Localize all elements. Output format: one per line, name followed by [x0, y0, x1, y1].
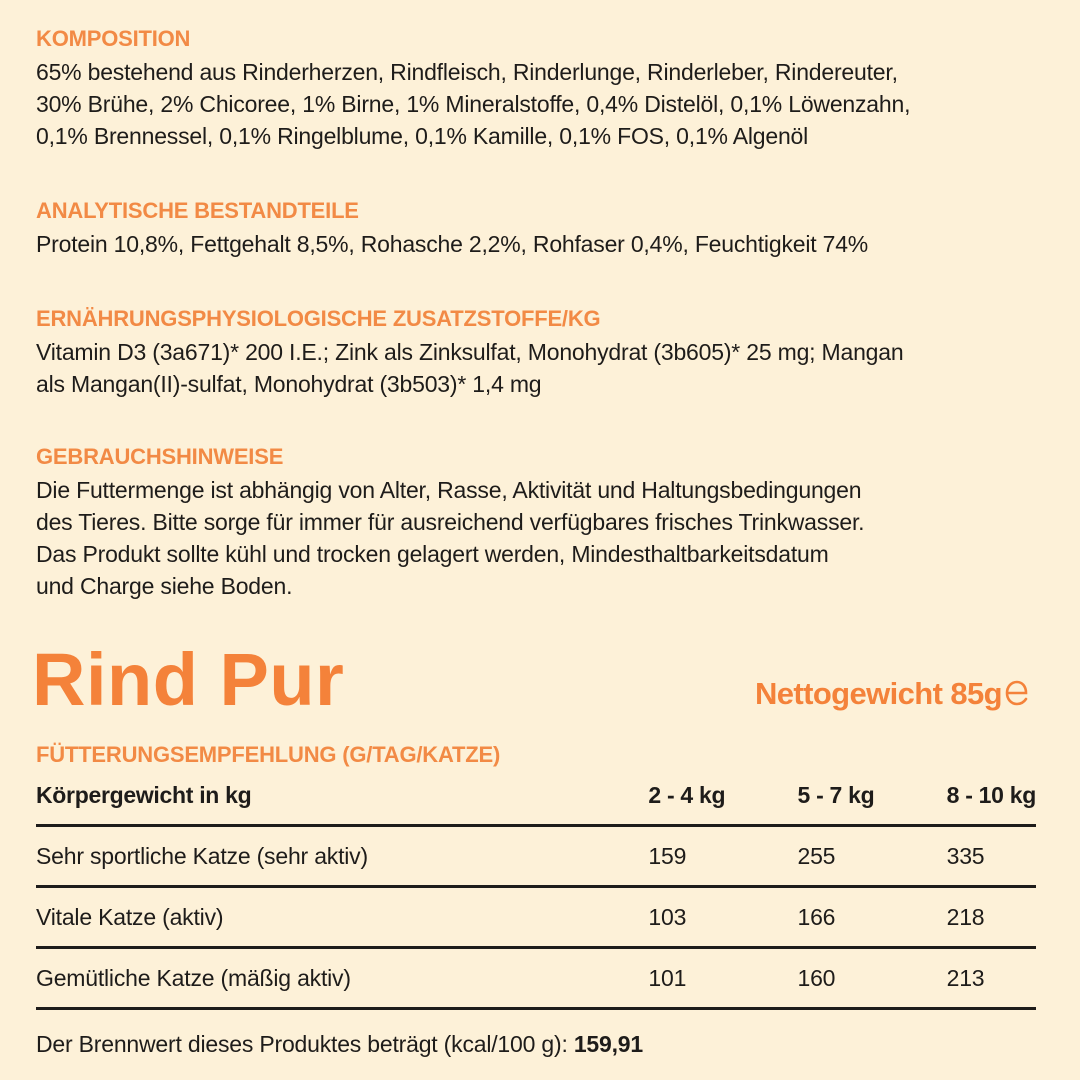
analytical-line: Protein 10,8%, Fettgehalt 8,5%, Rohasche 2,2%, Rohfaser 0,4%, Feuchtigkeit 74% — [36, 231, 869, 257]
usage-line: und Charge siehe Boden. — [36, 573, 293, 599]
header-cell-8-10kg: 8 - 10 kg — [947, 780, 1036, 826]
usage-line: Die Futtermenge ist abhängig von Alter, Rasse, Aktivität und Haltungsbedingungen — [36, 477, 862, 503]
table-row — [36, 826, 1036, 887]
row-value: 218 — [947, 887, 1036, 948]
product-title-row — [32, 634, 1056, 724]
additives-section — [36, 304, 903, 400]
row-value: 255 — [798, 826, 947, 887]
composition-line: 0,1% Brennessel, 0,1% Ringelblume, 0,1% Kamille, 0,1% FOS, 0,1% Algenöl — [36, 123, 809, 149]
row-value: 159 — [648, 826, 797, 887]
composition-line: 30% Brühe, 2% Chicoree, 1% Birne, 1% Mineralstoffe, 0,4% Distelöl, 0,1% Löwenzahn, — [36, 91, 911, 117]
table-row — [36, 948, 1036, 1009]
usage-line: des Tieres. Bitte sorge für immer für ausreichend verfügbares frisches Trinkwasser. — [36, 509, 865, 535]
header-cell-body-weight: Körpergewicht in kg — [36, 780, 648, 826]
row-value: 335 — [947, 826, 1036, 887]
energy-statement — [36, 1028, 1056, 1060]
energy-value: 159,91 — [573, 1031, 643, 1057]
row-label: Gemütliche Katze (mäßig aktiv) — [36, 948, 648, 1009]
usage-section — [36, 442, 864, 602]
net-weight — [755, 674, 1030, 714]
table-row — [36, 887, 1036, 948]
analytical-section — [36, 196, 868, 260]
row-value: 160 — [798, 948, 947, 1009]
composition-line: 65% bestehend aus Rinderherzen, Rindfleisch, Rinderlunge, Rinderleber, Rindereuter, — [36, 59, 898, 85]
row-value: 166 — [798, 887, 947, 948]
header-cell-2-4kg: 2 - 4 kg — [648, 780, 797, 826]
usage-line: Das Produkt sollte kühl und trocken gelagert werden, Mindesthaltbarkeitsdatum — [36, 541, 829, 567]
net-weight-label: Nettogewicht 85g — [754, 676, 1002, 711]
additives-heading: ERNÄHRUNGSPHYSIOLOGISCHE ZUSATZSTOFFE/KG — [36, 306, 601, 331]
row-value: 103 — [648, 887, 797, 948]
additives-line: als Mangan(II)-sulfat, Monohydrat (3b503)* 1,4 mg — [36, 371, 542, 397]
row-value: 213 — [947, 948, 1036, 1009]
feeding-table-header — [36, 780, 1036, 826]
feeding-section — [36, 740, 1056, 1060]
row-label: Vitale Katze (aktiv) — [36, 887, 648, 948]
energy-text: Der Brennwert dieses Produktes beträgt (kcal/100 g): — [36, 1031, 568, 1057]
product-title: Rind Pur — [32, 638, 345, 721]
usage-heading: GEBRAUCHSHINWEISE — [36, 444, 284, 469]
additives-line: Vitamin D3 (3a671)* 200 I.E.; Zink als Zinksulfat, Monohydrat (3b605)* 25 mg; Mangan — [36, 339, 904, 365]
composition-heading: KOMPOSITION — [36, 26, 191, 51]
analytical-heading: ANALYTISCHE BESTANDTEILE — [36, 198, 359, 223]
feeding-table — [36, 780, 1036, 1010]
feeding-heading: FÜTTERUNGSEMPFEHLUNG (G/TAG/KATZE) — [36, 742, 501, 767]
estimate-e-mark-icon — [1004, 678, 1030, 708]
header-cell-5-7kg: 5 - 7 kg — [798, 780, 947, 826]
row-label: Sehr sportliche Katze (sehr aktiv) — [36, 826, 648, 887]
row-value: 101 — [648, 948, 797, 1009]
composition-section — [36, 24, 910, 152]
